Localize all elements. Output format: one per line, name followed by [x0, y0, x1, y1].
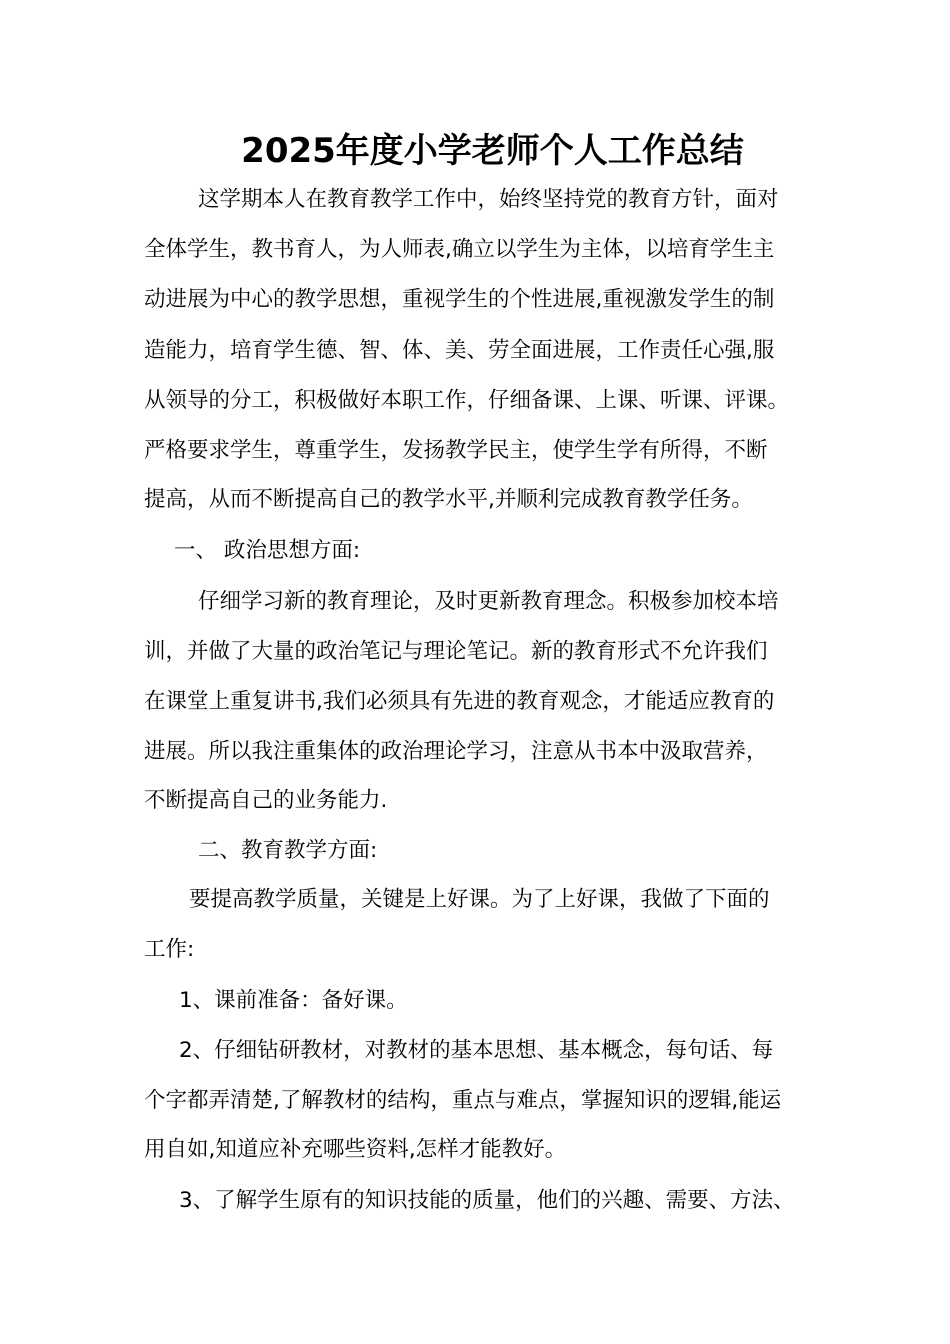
body-line: 要提高教学质量，关键是上好课。为了上好课，我做了下面的 [189, 887, 770, 912]
document-title: 2025年度小学老师个人工作总结 [241, 131, 744, 171]
body-line: 全体学生，教书育人，为人师表,确立以学生为主体，以培育学生主 [144, 237, 775, 262]
body-line: 不断提高自己的业务能力. [144, 788, 388, 813]
body-line: 严格要求学生，尊重学生，发扬教学民主，使学生学有所得，不断 [144, 438, 768, 463]
body-line: 工作: [144, 937, 195, 962]
body-line: 个字都弄清楚,了解教材的结构，重点与难点，掌握知识的逻辑,能运 [144, 1088, 782, 1113]
section-heading: 二、教育教学方面: [198, 838, 378, 863]
list-item: 1、课前准备：备好课。 [179, 988, 408, 1013]
list-item: 2、仔细钻研教材，对教材的基本思想、基本概念，每句话、每 [179, 1038, 774, 1063]
body-line: 进展。所以我注重集体的政治理论学习，注意从书本中汲取营养， [144, 739, 768, 764]
body-line: 提高，从而不断提高自己的教学水平,并顺利完成教育教学任务。 [144, 487, 753, 512]
body-line: 用自如,知道应补充哪些资料,怎样才能教好。 [144, 1137, 567, 1162]
body-line: 这学期本人在教育教学工作中，始终坚持党的教育方针，面对 [198, 187, 779, 212]
body-line: 动进展为中心的教学思想，重视学生的个性进展,重视激发学生的制 [144, 287, 775, 312]
body-line: 仔细学习新的教育理论，及时更新教育理念。积极参加校本培 [198, 589, 779, 614]
list-item: 3、了解学生原有的知识技能的质量，他们的兴趣、需要、方法、 [179, 1188, 795, 1213]
section-heading: 一、 政治思想方面: [174, 538, 361, 563]
body-line: 训，并做了大量的政治笔记与理论笔记。新的教育形式不允许我们 [144, 639, 768, 664]
body-line: 在课堂上重复讲书,我们必须具有先进的教育观念，才能适应教育的 [144, 689, 775, 714]
body-line: 造能力，培育学生德、智、体、美、劳全面进展，工作责任心强,服 [144, 338, 775, 363]
body-line: 从领导的分工，积极做好本职工作，仔细备课、上课、听课、评课。 [144, 388, 790, 413]
